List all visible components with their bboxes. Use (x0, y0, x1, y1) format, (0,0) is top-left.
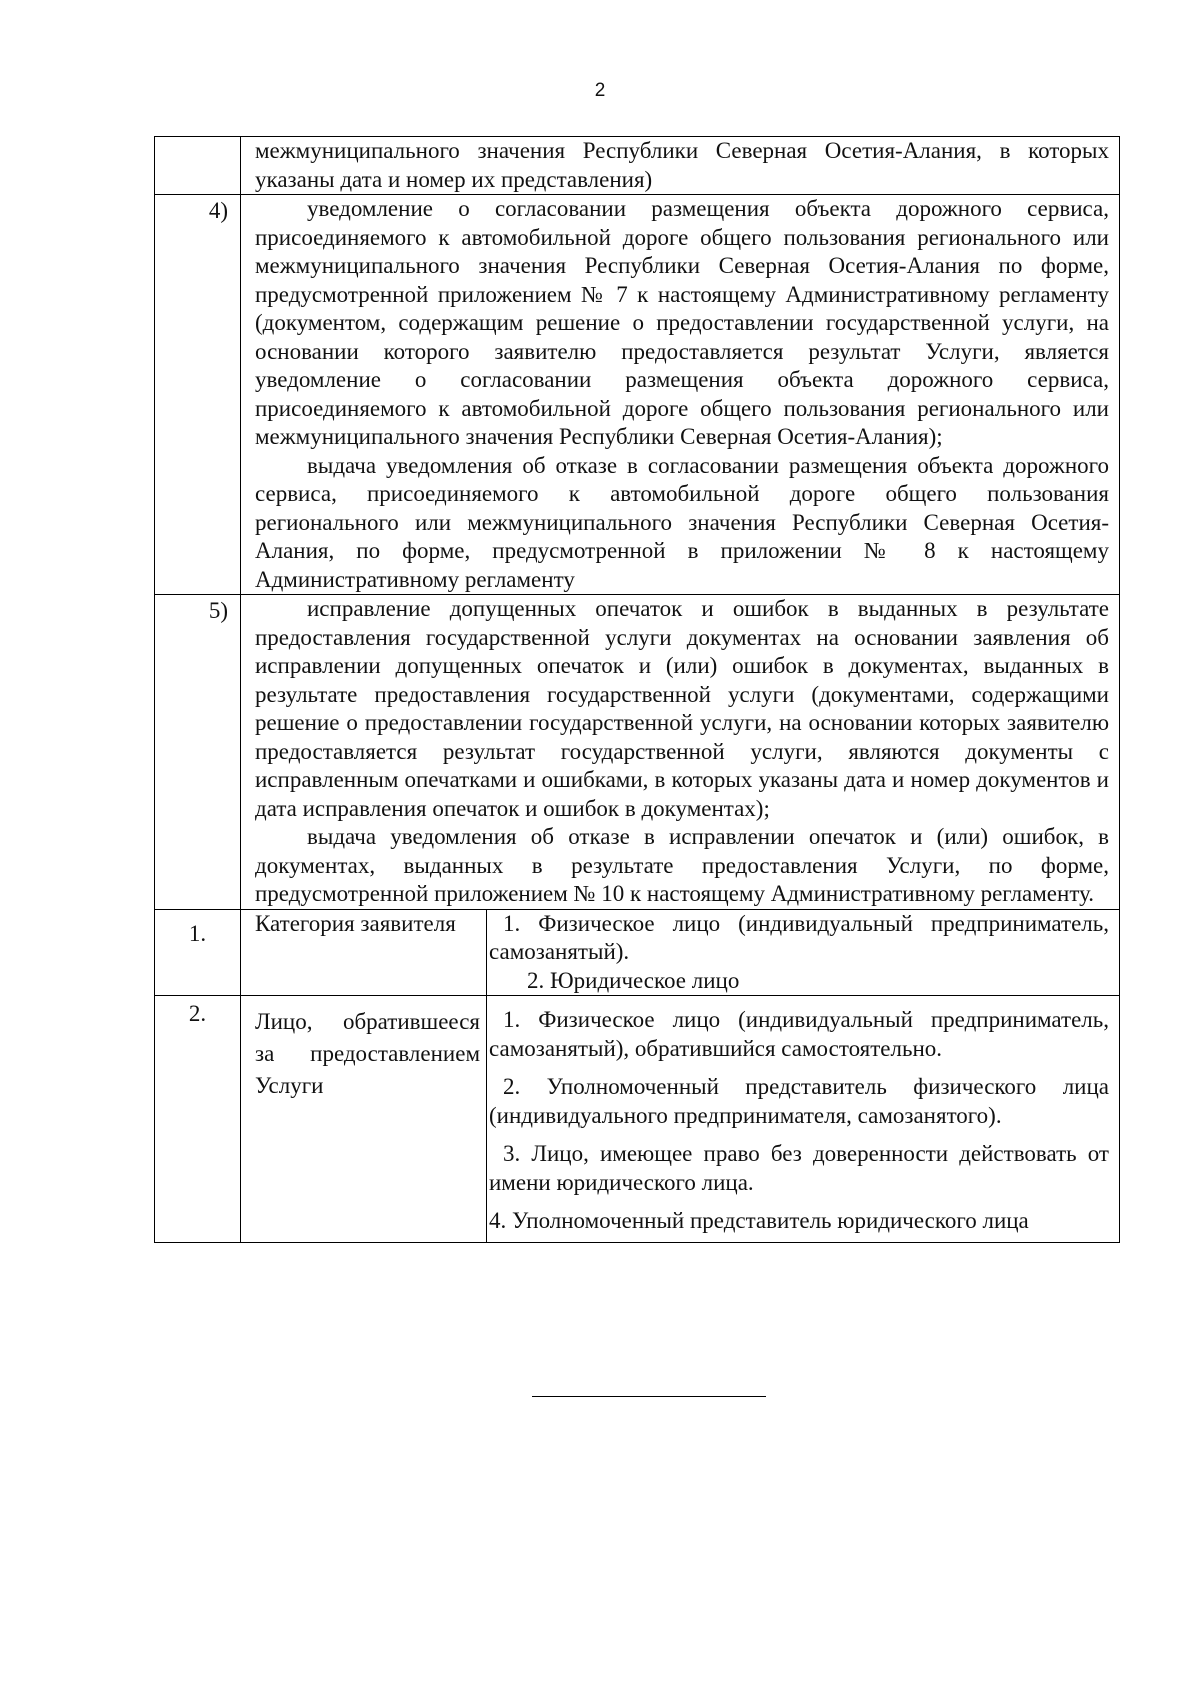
row-content-cell (241, 195, 1120, 595)
person-item-3: 3. Лицо, имеющее право без доверенности действовать от имени юридического лица. (489, 1141, 1109, 1195)
person-item-4: 4. Уполномоченный представитель юридического лица (489, 1208, 1029, 1233)
row4-paragraph-1: уведомление о согласовании размещения объекта дорожного сервиса, присоединяемого к автомобильной дороге общего пользования регионального или межмуниципального значения Республики Северная Осетия-Алания по форме, предусмотренной приложением № 7 к настоящему Административному регламенту (документом, содержащим решение о предоставлении государственной услуги, на основании которого заявителю предоставляется результат Услуги, является уведомление о согласовании размещения объекта дорожного сервиса, присоединяемого к автомобильной дороге общего пользования регионального или межмуниципального значения Республики Северная Осетия-Алания); (255, 196, 1109, 449)
applicant-person-label: Лицо, обратившееся за предоставлением Услуги (255, 1009, 480, 1098)
row-number-cell: 5) (155, 595, 241, 910)
end-separator-line (532, 1396, 766, 1397)
row-label-cell (241, 909, 487, 996)
row-value-cell (487, 996, 1120, 1243)
row-number-cell: 2. (155, 996, 241, 1243)
table-row-continuation (155, 137, 1120, 195)
row-number-cell (155, 137, 241, 195)
page-number: 2 (594, 80, 606, 101)
continuation-text: межмуниципального значения Республики Северная Осетия-Алания, в которых указаны дата и номер их представления) (255, 138, 1109, 192)
row4-paragraph-2: выдача уведомления об отказе в согласовании размещения объекта дорожного сервиса, присоединяемого к автомобильной дороге общего пользования регионального или межмуниципального значения Республики Северная Осетия-Алания, по форме, предусмотренной в приложении № 8 к настоящему Административному регламенту (255, 452, 1109, 592)
row-content-cell (241, 137, 1120, 195)
person-item-2: 2. Уполномоченный представитель физического лица (индивидуального предпринимателя, самозанятого). (489, 1074, 1109, 1128)
document-table (154, 136, 1120, 1243)
row5-paragraph-1: исправление допущенных опечаток и ошибок в выданных в результате предоставления государственной услуги документах на основании заявления об исправлении допущенных опечаток и (или) ошибок в документах, выданных в результате предоставления государственной услуги (документами, содержащими решение о предоставлении государственной услуги, на основании которых заявителю предоставляется результат государственной услуги, являются документы с исправленным опечатками и ошибками, в которых указаны дата и номер документов и дата исправления опечаток и ошибок в документах); (255, 596, 1109, 821)
row-label-cell (241, 996, 487, 1243)
row-content-cell (241, 595, 1120, 910)
table-row-applicant-person (155, 996, 1120, 1243)
table-row-4 (155, 195, 1120, 595)
person-item-1: 1. Физическое лицо (индивидуальный предприниматель, самозанятый), обратившийся самостоятельно. (489, 1007, 1109, 1061)
row-value-cell (487, 909, 1120, 996)
row-number-cell: 1. (155, 909, 241, 996)
category-item-2: 2. Юридическое лицо (527, 967, 740, 993)
table-row-5 (155, 595, 1120, 910)
category-item-1: 1. Физическое лицо (индивидуальный предприниматель, самозанятый). (489, 910, 1109, 964)
table-row-applicant-category (155, 909, 1120, 996)
row-number-cell: 4) (155, 195, 241, 595)
row5-paragraph-2: выдача уведомления об отказе в исправлении опечаток и (или) ошибок, в документах, выданных в результате предоставления Услуги, по форме, предусмотренной приложением № 10 к настоящему Административному регламенту. (255, 824, 1109, 906)
applicant-category-label: Категория заявителя (255, 910, 456, 936)
